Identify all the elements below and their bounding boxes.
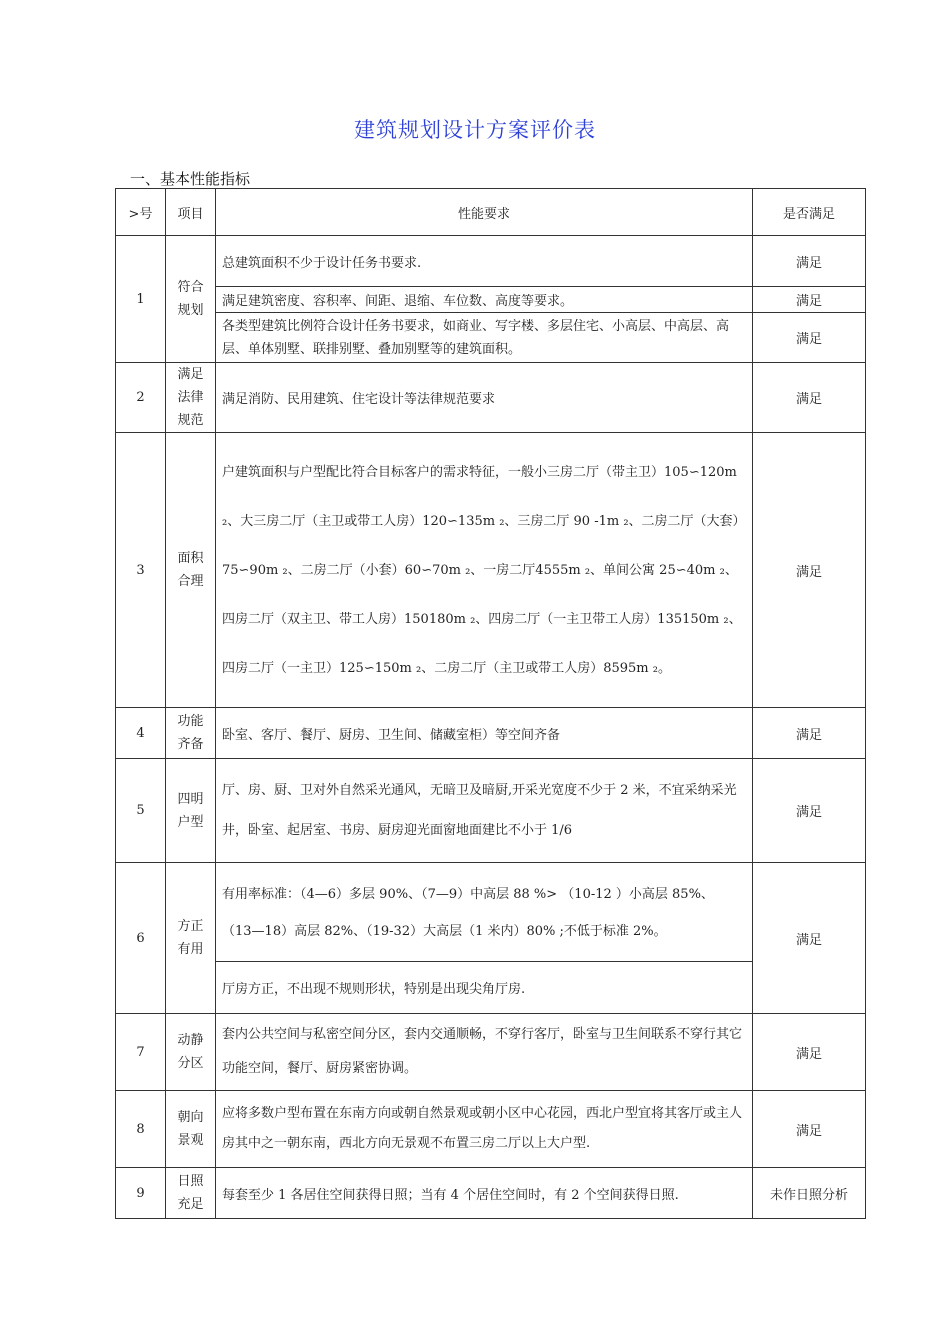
row-requirement (216, 863, 753, 962)
row-satisfied: 满足 (753, 708, 866, 759)
row-satisfied: 满足 (753, 236, 866, 287)
table-row (116, 1014, 866, 1091)
row-requirement: 每套至少 1 各居住空间获得日照；当有 4 个居住空间时，有 2 个空间获得日照. (216, 1168, 753, 1219)
row-satisfied: 满足 (753, 759, 866, 863)
row-satisfied: 未作日照分析 (753, 1168, 866, 1219)
section-heading: 一、基本性能指标 (130, 170, 251, 188)
table-header-row (116, 189, 866, 236)
row-number: 5 (116, 759, 166, 863)
evaluation-table (115, 188, 866, 1219)
row-satisfied: 满足 (753, 1091, 866, 1168)
table-row (116, 759, 866, 863)
header-item: 项目 (166, 189, 216, 236)
row-item: 面积合理 (166, 433, 216, 708)
row-satisfied: 满足 (753, 1014, 866, 1091)
row-satisfied: 满足 (753, 363, 866, 433)
table-row (116, 863, 866, 962)
table-row (116, 708, 866, 759)
row-number: 4 (116, 708, 166, 759)
row-item: 动静分区 (166, 1014, 216, 1091)
table-row (116, 1091, 866, 1168)
header-requirement: 性能要求 (216, 189, 753, 236)
row-number: 2 (116, 363, 166, 433)
requirement-line: （13—18）高层 82%、（19-32）大高层（1 米内）80% ;不低于标准 2%。 (222, 924, 667, 939)
row-satisfied: 满足 (753, 287, 866, 313)
table-row (116, 363, 866, 433)
requirement-line: 有用率标准：（4—6）多层 90%、（7—9）中高层 88 %> （10-12 ）小高层 85%、 (222, 887, 714, 902)
row-requirement: 应将多数户型布置在东南方向或朝自然景观或朝小区中心花园，西北户型宜将其客厅或主人房其中之一朝东南，西北方向无景观不布置三房二厅以上大户型. (216, 1091, 753, 1168)
table-row (116, 287, 866, 313)
row-item: 日照充足 (166, 1168, 216, 1219)
row-satisfied: 满足 (753, 313, 866, 363)
header-satisfied: 是否满足 (753, 189, 866, 236)
row-item: 方正有用 (166, 863, 216, 1014)
row-item: 满足法律规范 (166, 363, 216, 433)
row-number: 9 (116, 1168, 166, 1219)
row-satisfied: 满足 (753, 433, 866, 708)
row-item: 功能齐备 (166, 708, 216, 759)
document-title: 建筑规划设计方案评价表 (354, 118, 596, 142)
row-requirement: 卧室、客厅、餐厅、厨房、卫生间、储藏室柜）等空间齐备 (216, 708, 753, 759)
header-no: >号 (116, 189, 166, 236)
row-item: 符合规划 (166, 236, 216, 363)
table-row (116, 236, 866, 287)
row-number: 7 (116, 1014, 166, 1091)
row-item: 朝向景观 (166, 1091, 216, 1168)
row-requirement: 各类型建筑比例符合设计任务书要求，如商业、写字楼、多层住宅、小高层、中高层、高层、单体别墅、联排别墅、叠加别墅等的建筑面积。 (216, 313, 753, 363)
row-requirement: 满足消防、民用建筑、住宅设计等法律规范要求 (216, 363, 753, 433)
row-requirement: 套内公共空间与私密空间分区，套内交通顺畅，不穿行客厅，卧室与卫生间联系不穿行其它功能空间，餐厅、厨房紧密协调。 (216, 1014, 753, 1091)
table-row (116, 1168, 866, 1219)
row-requirement: 满足建筑密度、容积率、间距、退缩、车位数、高度等要求。 (216, 287, 753, 313)
row-requirement: 厅、房、厨、卫对外自然采光通风，无暗卫及暗厨,开采光宽度不少于 2 米，不宜采纳采光井，卧室、起居室、书房、厨房迎光面窗地面建比不小于 1/6 (216, 759, 753, 863)
row-number: 8 (116, 1091, 166, 1168)
row-number: 1 (116, 236, 166, 363)
row-requirement: 厅房方正，不出现不规则形状，特别是出现尖角厅房. (216, 962, 753, 1014)
row-number: 6 (116, 863, 166, 1014)
table-row (116, 433, 866, 708)
row-requirement: 总建筑面积不少于设计任务书要求. (216, 236, 753, 287)
row-satisfied: 满足 (753, 863, 866, 1014)
table-row (116, 313, 866, 363)
row-item: 四明户型 (166, 759, 216, 863)
row-requirement: 户建筑面积与户型配比符合目标客户的需求特征，一般小三房二厅（带主卫）105∽120m ₂、大三房二厅（主卫或带工人房）120∽135m ₂、三房二厅 90 -1m ₂、二房二厅（大套）75∽90m ₂、二房二厅（小套）60∽70m ₂、一房二厅4555m ₂、单间公寓 25∽40m ₂、四房二厅（双主卫、带工人房）150180m ₂、四房二厅（一主卫带工人房）135150m ₂、四房二厅（一主卫）125∽150m ₂、二房二厅（主卫或带工人房）8595m ₂。 (216, 433, 753, 708)
row-number: 3 (116, 433, 166, 708)
